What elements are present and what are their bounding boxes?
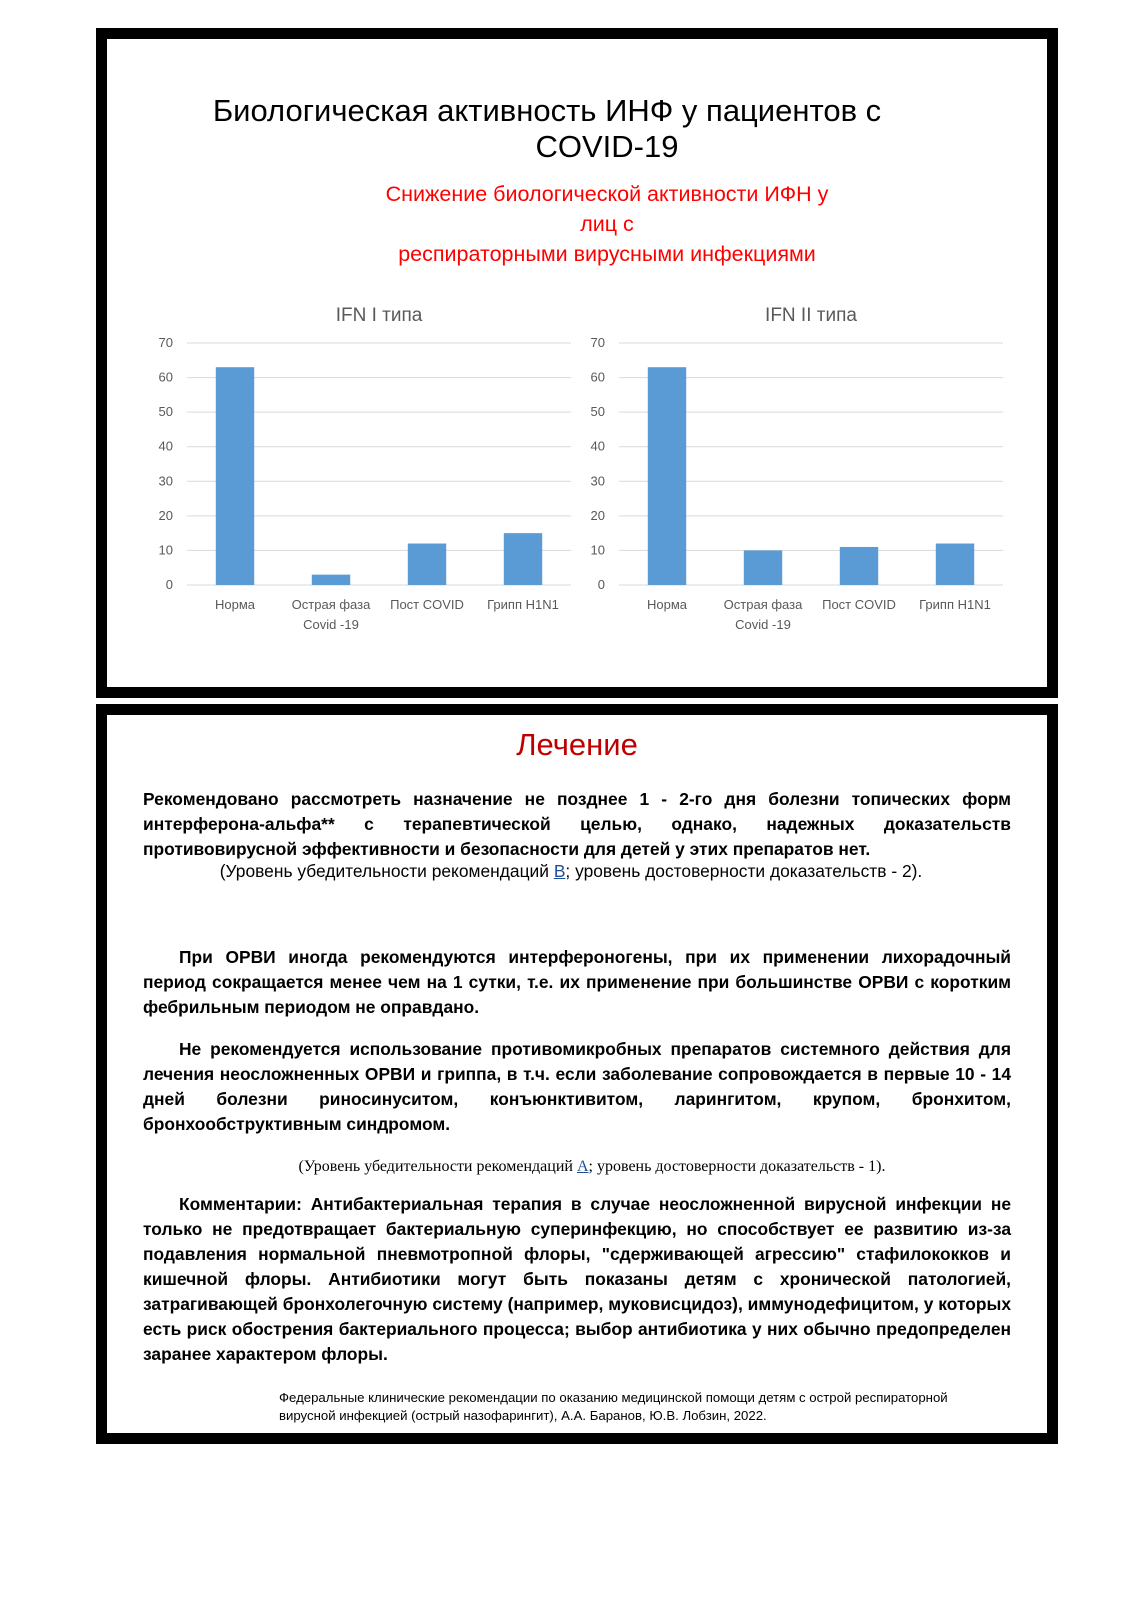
paragraph-comments: Комментарии: Антибактериальная терапия в случае неосложненной вирусной инфекции не только не предотвращает бактериальную суперинфекцию, но способствует ее развитию из-за подавления нормальной пневмотропной флоры, "сдерживающей агрессию" стафилококков и кишечной флоры. Антибиотики могут быть показаны детям с хронической патологией, затрагивающей бронхолегочную систему (например, муковисцидоз), иммунодефицитом, у которых есть риск обострения бактериального процесса; выбор антибиотика у них обычно предопределен заранее характером флоры. <box>143 1194 1011 1364</box>
source-citation <box>279 1389 1023 1425</box>
chart-title: IFN II типа <box>765 305 857 326</box>
title-line-2: COVID-19 <box>535 129 679 164</box>
slide-covid-ifn <box>96 28 1058 698</box>
bar <box>744 550 782 585</box>
category-label: Норма <box>214 597 256 612</box>
paragraph-interferon-alpha: Рекомендовано рассмотреть назначение не позднее 1 - 2-го дня болезни топических форм интерферона-альфа** с терапевтической целью, однако, надежных доказательств противовирусной эффективности и безопасности для детей у этих препаратов нет. <box>143 789 1011 859</box>
note-1-text-end: ; уровень достоверности доказательств - 2). <box>565 861 923 881</box>
note-2-text-end: ; уровень достоверности доказательств - 1). <box>588 1158 886 1175</box>
note-1-text: (Уровень убедительности рекомендаций <box>219 861 554 881</box>
bar <box>408 544 446 585</box>
treatment-title: Лечение <box>516 727 638 762</box>
y-tick-label: 50 <box>590 404 605 420</box>
evidence-note-1 <box>95 861 1047 882</box>
slide-treatment <box>96 704 1058 1444</box>
chart-ifn-type-1 <box>141 301 581 641</box>
category-label: Острая фаза Covid -19 <box>723 597 803 632</box>
y-tick-label: 40 <box>590 438 605 454</box>
y-tick-label: 20 <box>158 507 173 523</box>
y-tick-label: 60 <box>590 369 605 385</box>
y-tick-label: 0 <box>597 577 605 592</box>
y-tick-label: 60 <box>158 369 173 385</box>
title-line-1: Биологическая активность ИНФ у пациентов с <box>212 93 882 128</box>
subtitle-line-1: Снижение биологической активности ИФН у лиц с <box>385 182 829 236</box>
y-tick-label: 10 <box>158 542 173 558</box>
category-label: Грипп H1N1 <box>919 597 991 612</box>
slide-title <box>47 93 1047 165</box>
bar <box>648 367 686 585</box>
category-label: Норма <box>646 597 688 612</box>
slide-subtitle <box>167 179 1047 269</box>
evidence-level-link-a[interactable]: A <box>576 1158 589 1175</box>
evidence-note-2 <box>137 1158 1047 1176</box>
chart-title: IFN I типа <box>335 305 423 326</box>
bar <box>504 533 542 585</box>
bar <box>936 544 974 585</box>
bar <box>840 547 878 585</box>
note-2-text: (Уровень убедительности рекомендаций <box>298 1158 577 1175</box>
slide-content <box>104 36 1050 690</box>
bar <box>216 367 254 585</box>
source-line-2: вирусной инфекцией (острый назофарингит), А.А. Баранов, Ю.В. Лобзин, 2022. <box>279 1408 767 1423</box>
category-label: Пост COVID <box>822 597 896 612</box>
y-tick-label: 30 <box>158 473 173 489</box>
category-label: Острая фаза Covid -19 <box>291 597 371 632</box>
y-tick-label: 30 <box>590 473 605 489</box>
y-tick-label: 70 <box>590 335 605 350</box>
category-label: Пост COVID <box>390 597 464 612</box>
y-tick-label: 10 <box>590 542 605 558</box>
y-tick-label: 20 <box>590 507 605 523</box>
evidence-level-link-b[interactable]: B <box>553 861 566 881</box>
y-tick-label: 40 <box>158 438 173 454</box>
paragraph-interferonogens: При ОРВИ иногда рекомендуются интерфероногены, при их применении лихорадочный период сокращается менее чем на 1 сутки, т.е. их применение при большинстве ОРВИ с коротким фебрильным периодом не оправдано. <box>143 947 1011 1017</box>
y-tick-label: 50 <box>158 404 173 420</box>
subtitle-line-2: респираторными вирусными инфекциями <box>398 242 816 266</box>
bar <box>312 575 350 585</box>
y-tick-label: 0 <box>165 577 173 592</box>
slide-content <box>104 712 1050 1436</box>
source-line-1: Федеральные клинические рекомендации по оказанию медицинской помощи детям с острой респираторной <box>279 1390 948 1405</box>
chart-ifn-type-2 <box>573 301 1013 641</box>
y-tick-label: 70 <box>158 335 173 350</box>
paragraph-antimicrobials: Не рекомендуется использование противомикробных препаратов системного действия для лечения неосложненных ОРВИ и гриппа, в т.ч. если заболевание сопровождается в первые 10 - 14 дней болезни риносинуситом, конъюнктивитом, ларингитом, крупом, бронхитом, бронхообструктивным синдромом. <box>143 1039 1011 1134</box>
category-label: Грипп H1N1 <box>487 597 559 612</box>
